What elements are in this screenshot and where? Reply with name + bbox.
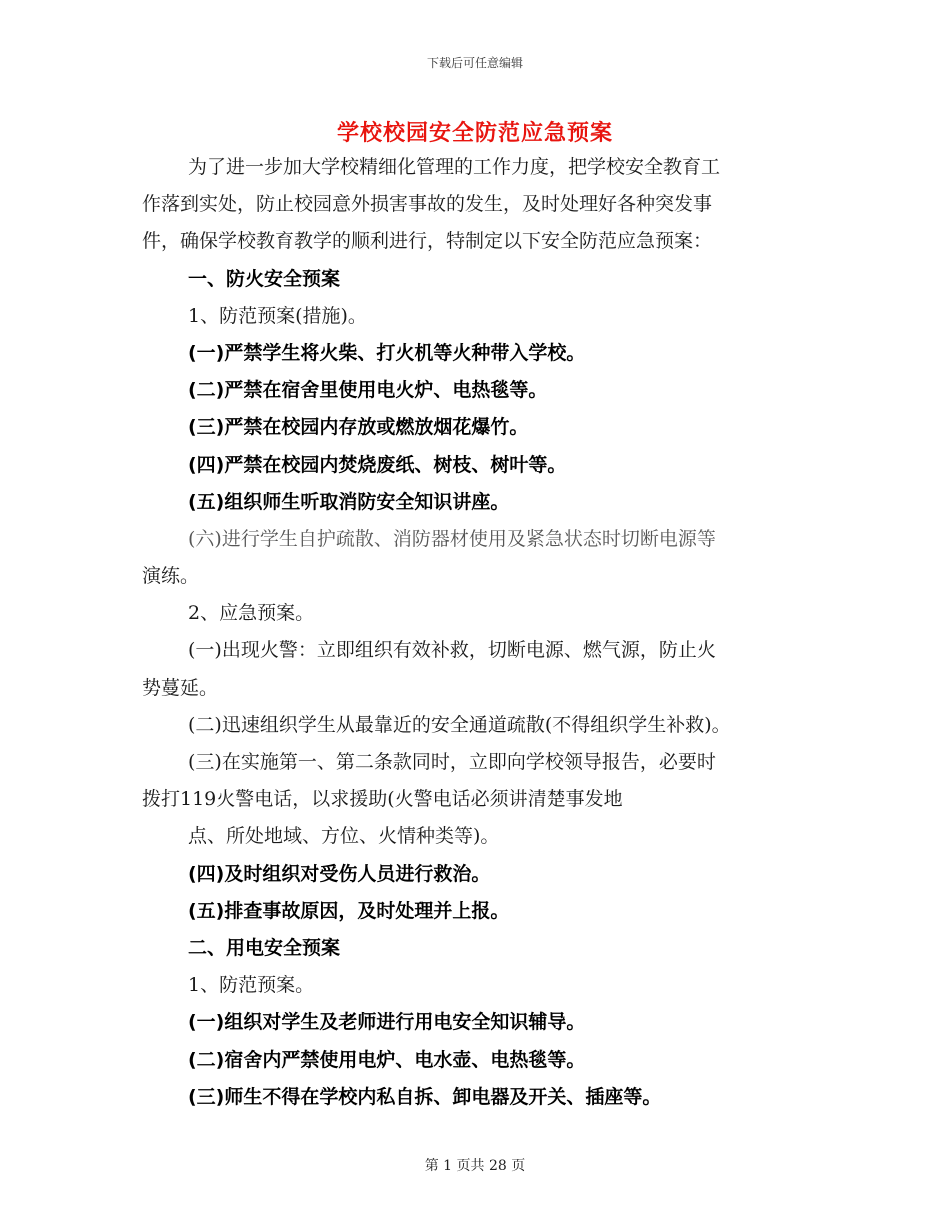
paragraph-line: 二、用电安全预案 <box>188 936 341 959</box>
page-footer: 第 1 页共 28 页 <box>424 1158 526 1174</box>
paragraph-line: 点、所处地域、方位、火情种类等)。 <box>188 825 500 848</box>
paragraph-line: 势蔓延。 <box>142 676 219 699</box>
paragraph-line: (五)组织师生听取消防安全知识讲座。 <box>188 490 510 513</box>
paragraph-line: (一)组织对学生及老师进行用电安全知识辅导。 <box>188 1011 586 1034</box>
paragraph-line: 2、应急预案。 <box>188 602 315 625</box>
paragraph-line: 一、防火安全预案 <box>188 267 341 290</box>
paragraph-line: 拨打119火警电话，以求援助(火警电话必须讲清楚事发地 <box>142 788 623 811</box>
paragraph-line: 1、防范预案。 <box>188 974 315 997</box>
document-title: 学校校园安全防范应急预案 <box>336 121 613 146</box>
paragraph-line: (五)排查事故原因，及时处理并上报。 <box>188 899 510 922</box>
paragraph-line: (一)出现火警：立即组织有效补救，切断电源、燃气源，防止火 <box>188 639 716 662</box>
paragraph-line: (二)迅速组织学生从最靠近的安全通道疏散(不得组织学生补救)。 <box>188 713 731 736</box>
paragraph-line: 1、防范预案(措施)。 <box>188 304 367 327</box>
paragraph-line: (六)进行学生自护疏散、消防器材使用及紧急状态时切断电源等 <box>188 527 716 550</box>
paragraph-line: (二)宿舍内严禁使用电炉、电水壶、电热毯等。 <box>188 1048 586 1071</box>
paragraph-line: 件，确保学校教育教学的顺利进行，特制定以下安全防范应急预案： <box>142 230 713 253</box>
paragraph-line: (三)在实施第一、第二条款同时，立即向学校领导报告，必要时 <box>188 751 716 773</box>
header-note: 下载后可任意编辑 <box>426 56 523 70</box>
paragraph-line: 为了进一步加大学校精细化管理的工作力度，把学校安全教育工 <box>188 156 721 178</box>
paragraph-line: (二)严禁在宿舍里使用电火炉、电热毯等。 <box>188 379 548 402</box>
document-body <box>142 149 810 1116</box>
paragraph-line: (一)严禁学生将火柴、打火机等火种带入学校。 <box>188 341 586 364</box>
paragraph-line: (四)严禁在校园内焚烧废纸、树枝、树叶等。 <box>188 453 567 476</box>
paragraph-line: (三)师生不得在学校内私自拆、卸电器及开关、插座等。 <box>188 1085 662 1108</box>
paragraph-line: (四)及时组织对受伤人员进行救治。 <box>188 862 491 885</box>
paragraph-line: 作落到实处，防止校园意外损害事故的发生，及时处理好各种突发事 <box>142 193 713 216</box>
paragraph-line: (三)严禁在校园内存放或燃放烟花爆竹。 <box>188 416 529 439</box>
paragraph-line: 演练。 <box>142 565 200 588</box>
